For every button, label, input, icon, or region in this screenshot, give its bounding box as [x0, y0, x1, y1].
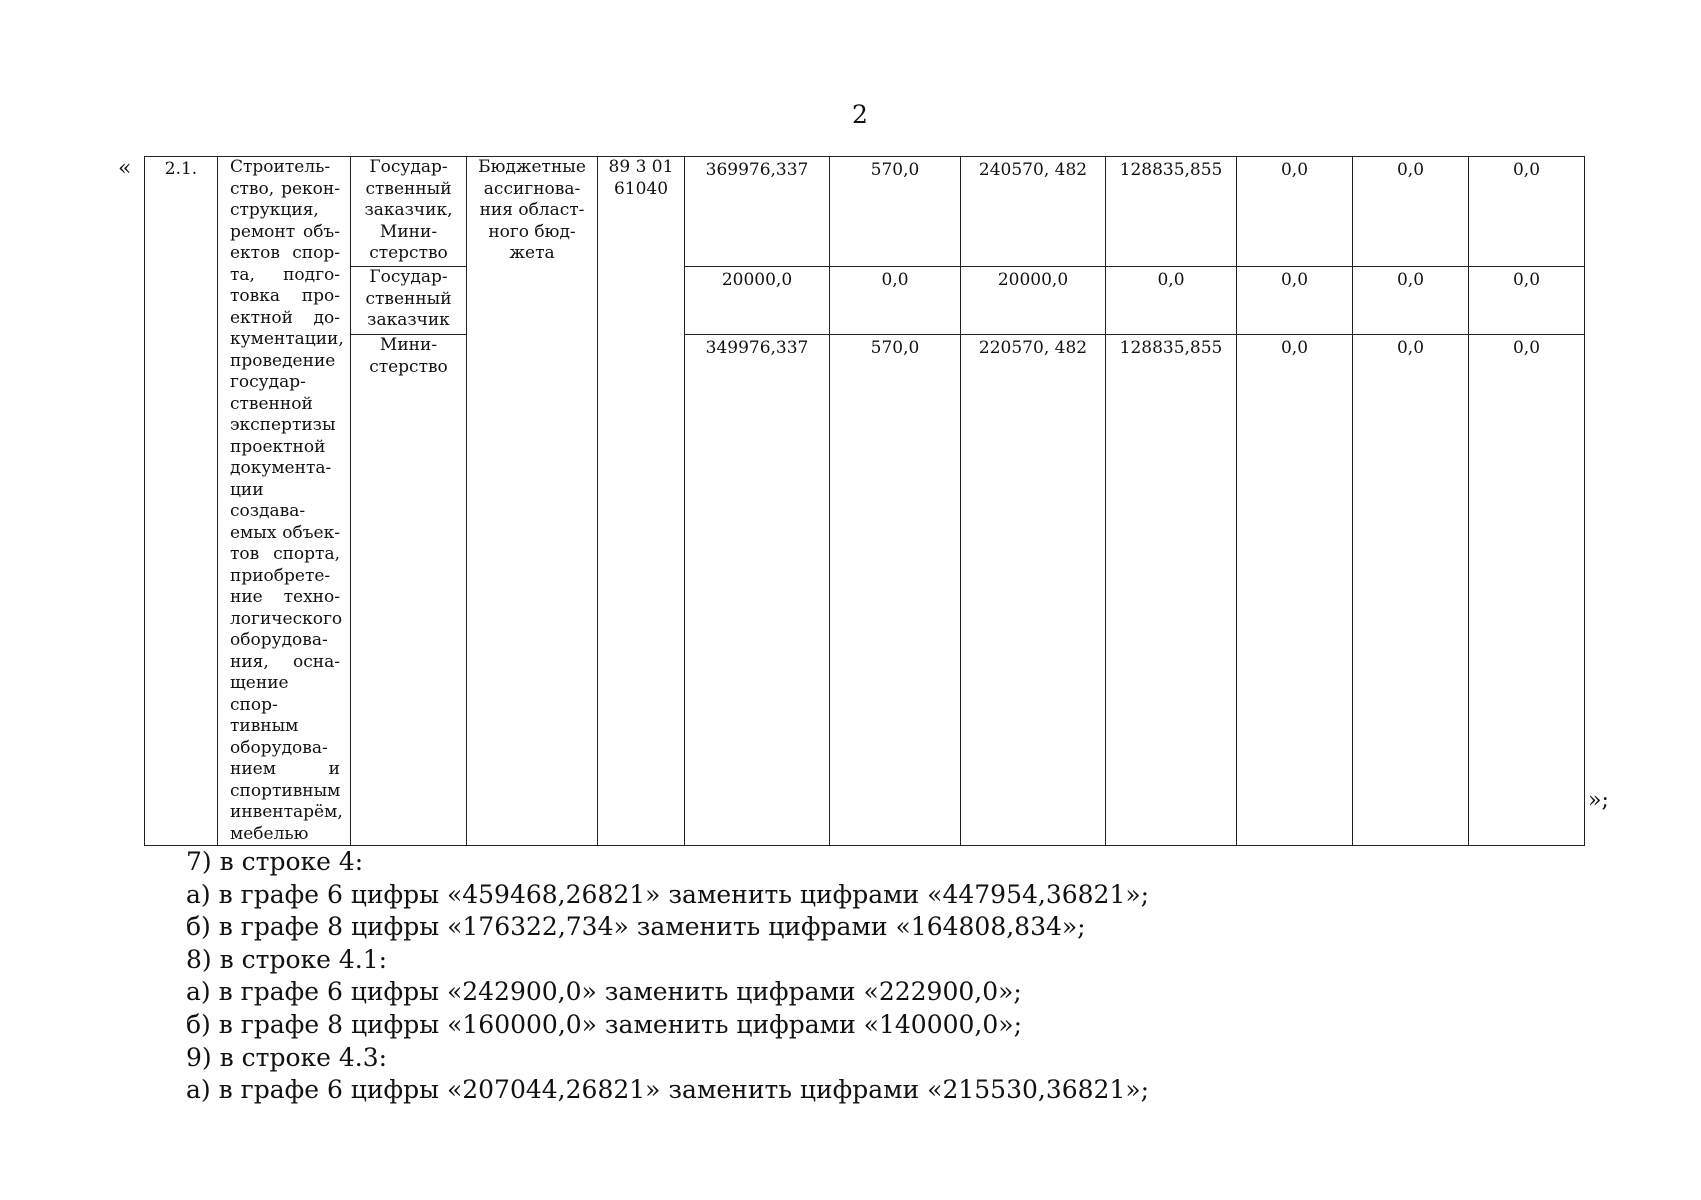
paragraph: а) в графе 6 цифры «242900,0» заменить цифрами «222900,0»; [186, 977, 1022, 1007]
value-cell: 570,0 [830, 335, 961, 846]
budget-table [144, 156, 1585, 846]
value-cell: 20000,0 [961, 267, 1106, 335]
value-cell: 349976,337 [685, 335, 830, 846]
activity-name-cell: Строитель-ство, рекон-струкция, ремонт объ-ектов спор-та, подго-товка про-ектной до-кументации, проведение государ-ственной экспертизы проектной документа-ции создава-емых объек-тов спорта, приобрете-ние техно-логического оборудова-ния, осна-щение спор-тивным оборудова-нием и спортивным инвентарём, мебелью [218, 157, 351, 846]
value-cell: 0,0 [1106, 267, 1237, 335]
executor-cell: Мини-стерство [351, 335, 467, 846]
value-cell: 0,0 [1237, 157, 1353, 267]
value-cell: 0,0 [1469, 157, 1585, 267]
value-cell: 0,0 [1353, 157, 1469, 267]
table-row [145, 267, 1585, 335]
value-cell: 0,0 [1237, 267, 1353, 335]
funding-source-cell: Бюджетные ассигнова-ния област-ного бюд-жета [467, 157, 598, 846]
value-cell: 20000,0 [685, 267, 830, 335]
table-row [145, 335, 1585, 846]
opening-quote: « [118, 156, 132, 181]
paragraph: а) в графе 6 цифры «207044,26821» заменить цифрами «215530,36821»; [186, 1075, 1150, 1105]
value-cell: 0,0 [1353, 267, 1469, 335]
value-cell: 128835,855 [1106, 157, 1237, 267]
value-cell: 0,0 [830, 267, 961, 335]
value-cell: 0,0 [1237, 335, 1353, 846]
value-cell: 220570, 482 [961, 335, 1106, 846]
executor-cell: Государ-ственный заказчик [351, 267, 467, 335]
value-cell: 128835,855 [1106, 335, 1237, 846]
budget-code-cell: 89 3 01 61040 [598, 157, 685, 846]
paragraph: б) в графе 8 цифры «176322,734» заменить цифрами «164808,834»; [186, 912, 1086, 942]
paragraph: 7) в строке 4: [186, 847, 364, 876]
executor-cell: Государ-ственный заказчик, Мини-стерство [351, 157, 467, 267]
amendment-text [186, 846, 1149, 1107]
table-row [145, 157, 1585, 267]
value-cell: 0,0 [1353, 335, 1469, 846]
value-cell: 0,0 [1469, 267, 1585, 335]
value-cell: 369976,337 [685, 157, 830, 267]
paragraph: 9) в строке 4.3: [186, 1042, 388, 1072]
page-number: 2 [852, 100, 868, 129]
paragraph: а) в графе 6 цифры «459468,26821» заменить цифрами «447954,36821»; [186, 879, 1150, 909]
value-cell: 240570, 482 [961, 157, 1106, 267]
value-cell: 0,0 [1469, 335, 1585, 846]
row-number-cell: 2.1. [145, 157, 218, 846]
value-cell: 570,0 [830, 157, 961, 267]
closing-quote: »; [1588, 788, 1609, 813]
paragraph: 8) в строке 4.1: [186, 944, 388, 974]
paragraph: б) в графе 8 цифры «160000,0» заменить цифрами «140000,0»; [186, 1009, 1022, 1039]
